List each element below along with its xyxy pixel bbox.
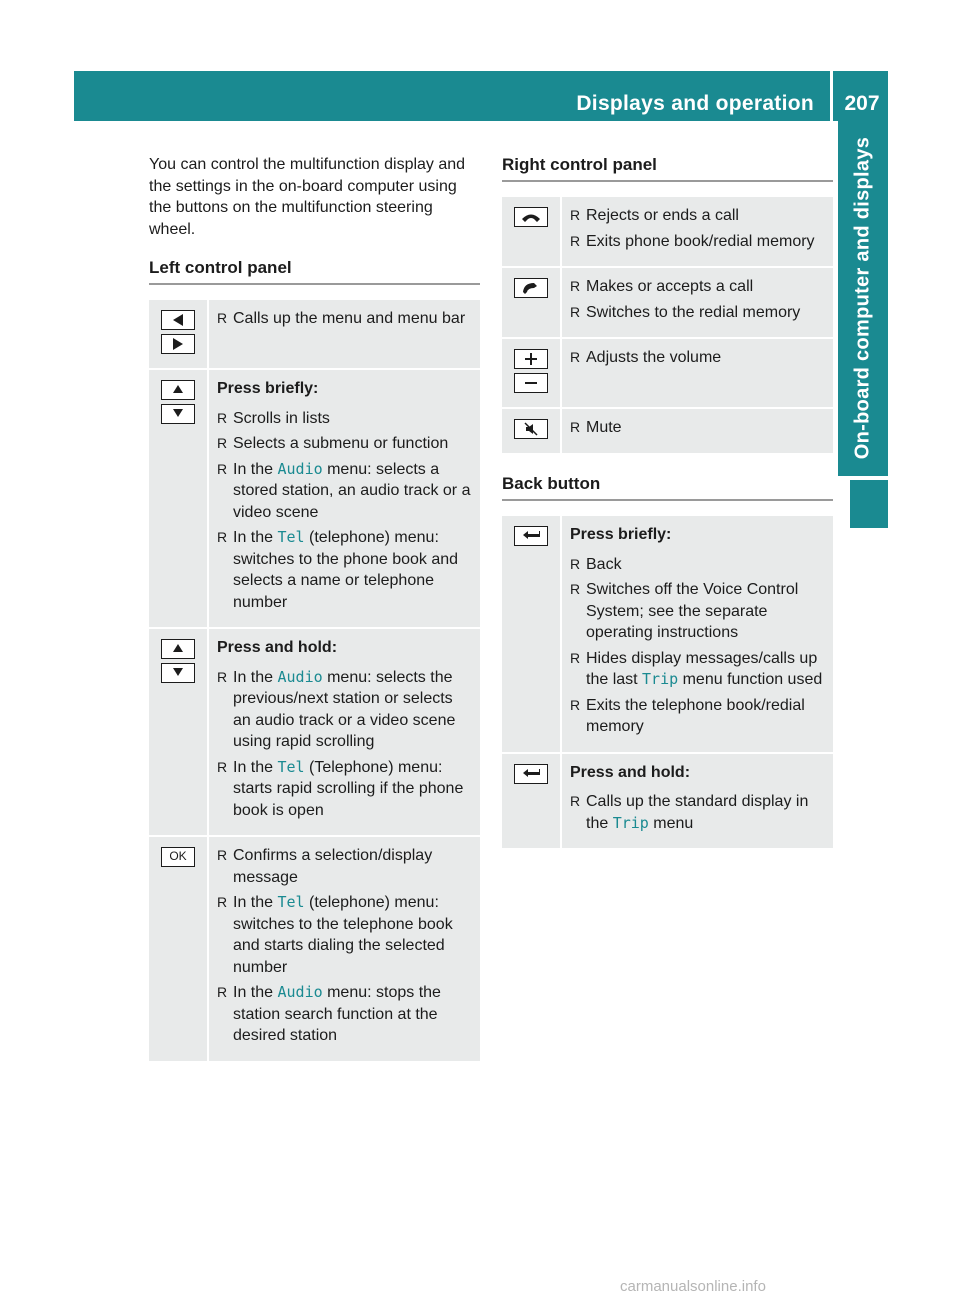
- right-column: [502, 154, 833, 850]
- icon-cell: [502, 408, 561, 454]
- icon-cell: [502, 753, 561, 850]
- pick-up-key-icon: [514, 278, 548, 298]
- description-cell: [208, 369, 480, 628]
- back-button-table: [502, 516, 833, 850]
- left-column: [149, 154, 480, 1063]
- side-tab-label: On-board computer and displays: [851, 136, 874, 460]
- intro-paragraph: You can control the multifunction display and the settings in the on-board computer using the buttons on the multifunction steering wheel.: [149, 156, 466, 238]
- up-arrow-key-icon: [161, 639, 195, 659]
- list-item: R Confirms a selection/display message: [217, 845, 474, 888]
- menu-code: Audio: [277, 667, 323, 686]
- table-row: [502, 338, 833, 408]
- volume-down-key-icon: [514, 373, 548, 393]
- description-cell: [561, 753, 833, 850]
- table-row: [149, 628, 480, 836]
- header-title: Displays and operation: [576, 92, 814, 115]
- mute-key-icon: [514, 419, 548, 439]
- press-and-hold-label: Press and hold:: [217, 639, 338, 656]
- press-briefly-label: Press briefly:: [217, 380, 319, 397]
- menu-code: Trip: [642, 670, 679, 688]
- page-number: 207: [844, 92, 880, 115]
- menu-code: Tel: [277, 893, 305, 911]
- list-item: R Exits phone book/redial memory: [570, 231, 827, 253]
- icon-cell: [502, 516, 561, 753]
- list-item: R In the Audio menu: stops the station search function at the desired station: [217, 982, 474, 1047]
- left-control-panel-title: Left control panel: [149, 257, 480, 285]
- list-item: R Selects a submenu or function: [217, 433, 474, 455]
- right-arrow-key-icon: [161, 334, 195, 354]
- description-cell: [561, 267, 833, 338]
- icon-cell: [502, 197, 561, 267]
- table-row: [149, 836, 480, 1062]
- down-arrow-key-icon: [161, 404, 195, 424]
- list-item: R Switches off the Voice Control System; see the separate operating instructions: [570, 579, 827, 644]
- list-item: R Calls up the standard display in the Trip menu: [570, 791, 827, 834]
- table-row: [502, 753, 833, 850]
- menu-code: Tel: [277, 757, 305, 776]
- table-row: [502, 408, 833, 454]
- icon-cell: [502, 338, 561, 408]
- ok-key-icon: OK: [161, 847, 195, 867]
- right-control-panel-title: Right control panel: [502, 154, 833, 182]
- table-row: [149, 300, 480, 369]
- list-item: R Switches to the redial memory: [570, 302, 827, 324]
- icon-cell: [149, 628, 208, 836]
- list-item: R In the Tel (telephone) menu: switches to the phone book and selects a name or telephone number: [217, 527, 474, 613]
- press-and-hold-label: Press and hold:: [570, 763, 691, 781]
- side-tab-block: [850, 480, 888, 528]
- list-item: R Mute: [570, 417, 827, 439]
- description-cell: [561, 338, 833, 408]
- down-arrow-key-icon: [161, 663, 195, 683]
- description-cell: [561, 408, 833, 454]
- press-briefly-label: Press briefly:: [570, 526, 672, 543]
- right-control-table: [502, 197, 833, 455]
- table-row: [149, 369, 480, 628]
- list-item: R Makes or accepts a call: [570, 276, 827, 298]
- table-row: [502, 516, 833, 753]
- hang-up-key-icon: [514, 207, 548, 227]
- list-item: R Adjusts the volume: [570, 347, 827, 369]
- watermark: carmanualsonline.info: [620, 1278, 766, 1295]
- list-item: R Back: [570, 554, 827, 576]
- menu-code: Tel: [277, 528, 305, 546]
- back-key-icon: [514, 764, 548, 784]
- table-row: [502, 197, 833, 267]
- left-arrow-key-icon: [161, 310, 195, 330]
- list-item: R In the Tel (telephone) menu: switches to the telephone book and starts dialing the selected number: [217, 892, 474, 978]
- description-cell: [561, 516, 833, 753]
- icon-cell: [502, 267, 561, 338]
- list-item: R In the Tel (Telephone) menu: starts rapid scrolling if the phone book is open: [217, 757, 474, 822]
- list-item: R Calls up the menu and menu bar: [217, 308, 474, 330]
- description-cell: [208, 836, 480, 1062]
- menu-code: Audio: [277, 983, 323, 1001]
- table-row: [502, 267, 833, 338]
- back-button-title: Back button: [502, 473, 833, 501]
- icon-cell: [149, 300, 208, 369]
- list-item: R In the Audio menu: selects a stored station, an audio track or a video scene: [217, 459, 474, 524]
- icon-cell: [149, 836, 208, 1062]
- list-item: R Hides display messages/calls up the last Trip menu function used: [570, 648, 827, 691]
- list-item: R Scrolls in lists: [217, 408, 474, 430]
- up-arrow-key-icon: [161, 380, 195, 400]
- back-key-icon: [514, 526, 548, 546]
- volume-up-key-icon: [514, 349, 548, 369]
- list-item: R In the Audio menu: selects the previous/next station or selects an audio track or a video scene using rapid scrolling: [217, 667, 474, 753]
- list-item: R Exits the telephone book/redial memory: [570, 695, 827, 738]
- page-header: [74, 71, 888, 121]
- description-cell: [208, 300, 480, 369]
- list-item: R Rejects or ends a call: [570, 205, 827, 227]
- description-cell: [208, 628, 480, 836]
- menu-code: Trip: [612, 813, 649, 832]
- menu-code: Audio: [277, 459, 323, 478]
- description-cell: [561, 197, 833, 267]
- icon-cell: [149, 369, 208, 628]
- left-control-table: [149, 300, 480, 1063]
- header-divider: [830, 71, 833, 121]
